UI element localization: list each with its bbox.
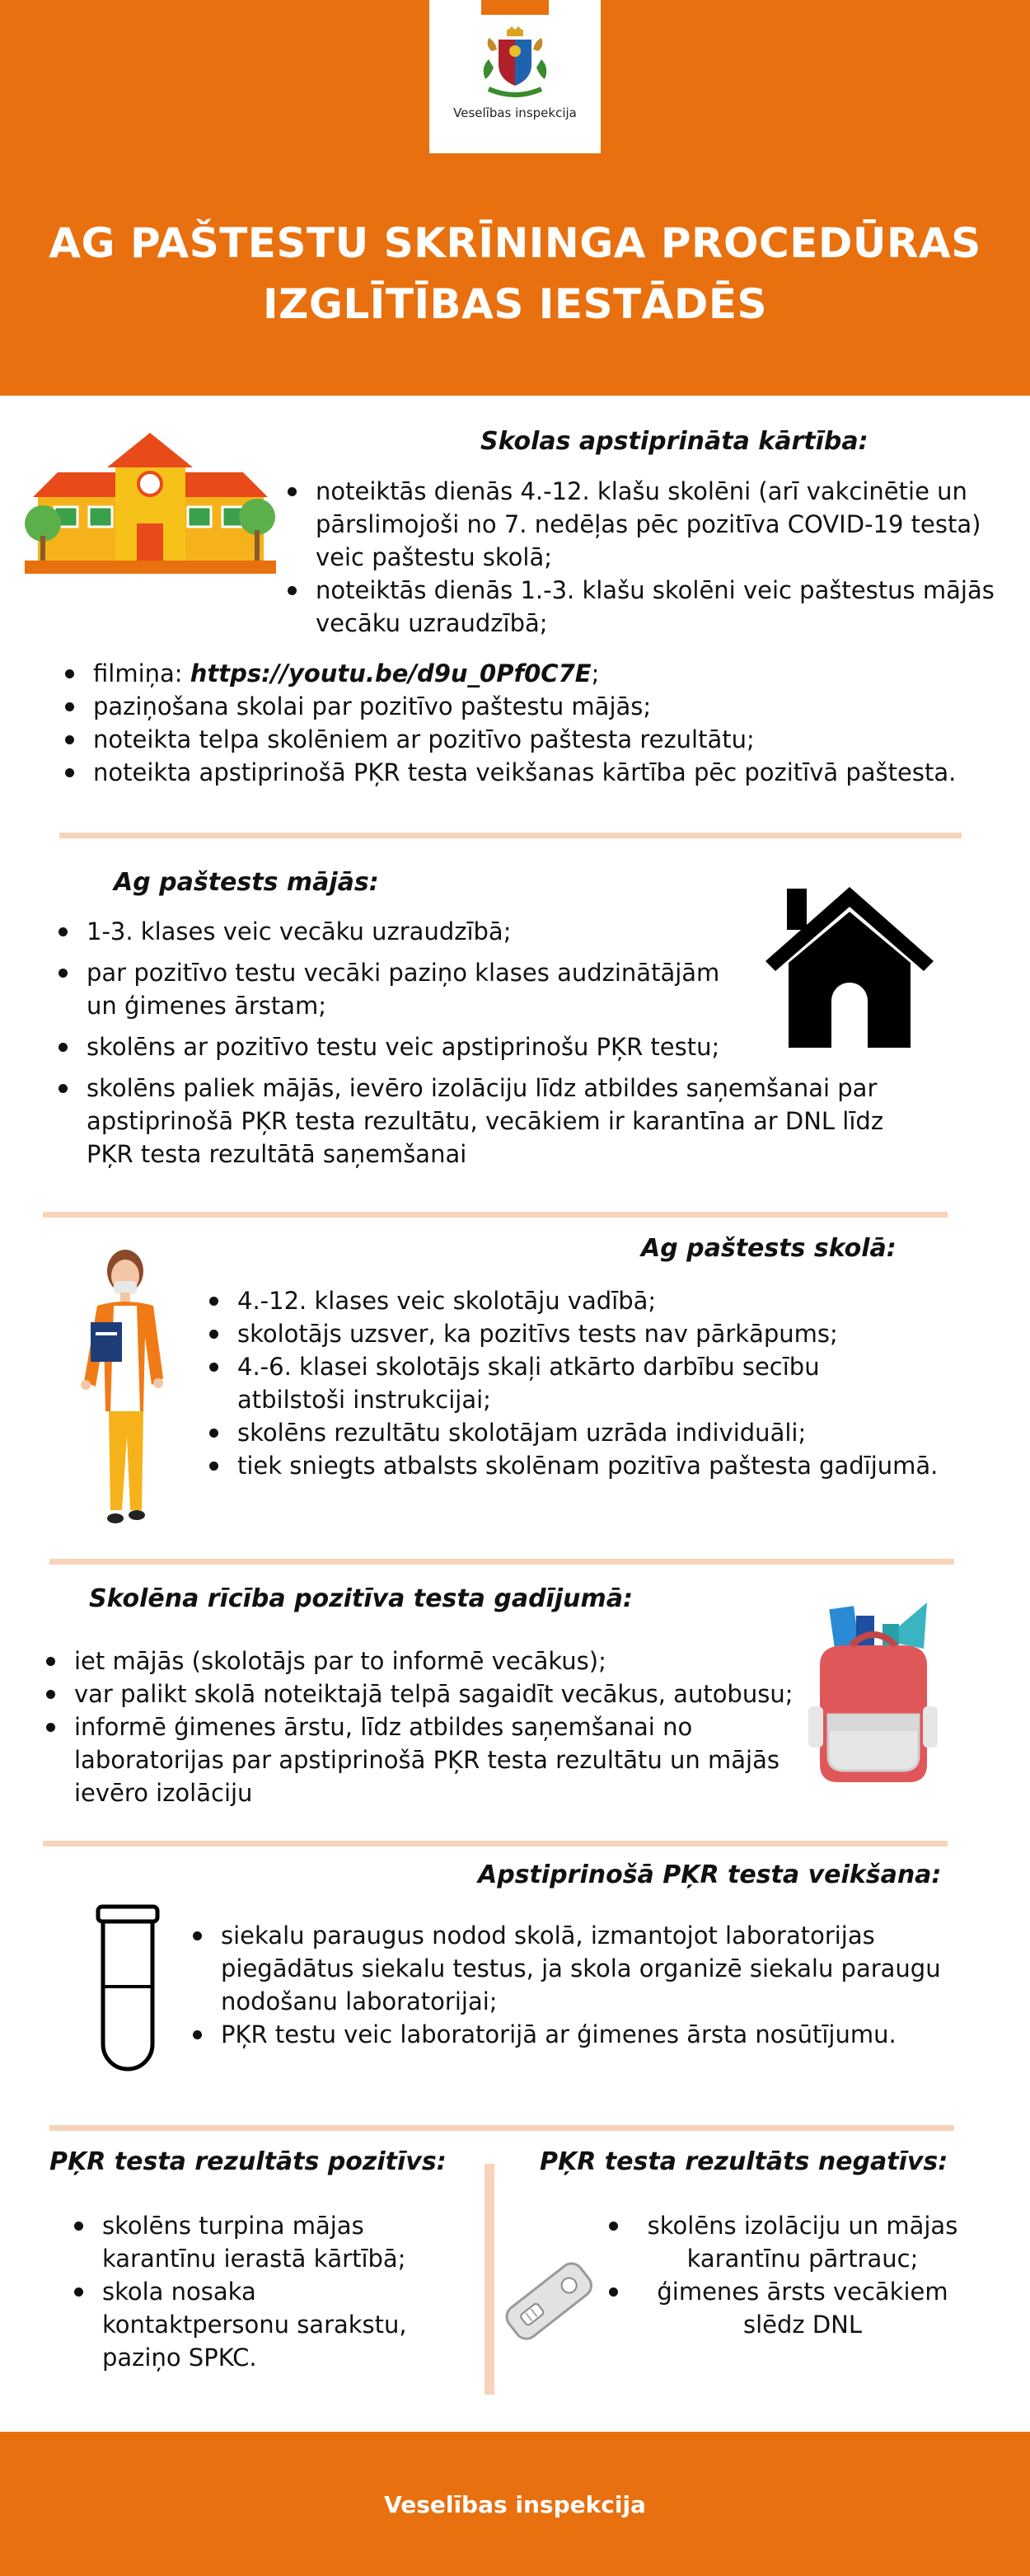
list-item: skolēns turpina mājas karantīnu ierastā kārtībā; — [71, 2209, 450, 2275]
backpack-icon — [803, 1599, 943, 1789]
pcr-list — [190, 1919, 964, 2051]
divider — [49, 2125, 954, 2131]
footer-text: Veselības inspekcija — [384, 2491, 646, 2518]
section-positive-title: PĶR testa rezultāts pozitīvs: — [49, 2147, 447, 2176]
school-building-icon — [25, 425, 276, 577]
section-home-title: Ag paštests mājās: — [114, 868, 379, 897]
list-item: skolēns ar pozitīvo testu veic apstiprinošu PĶR testu; — [55, 1030, 747, 1063]
divider — [43, 1841, 948, 1846]
divider — [59, 833, 962, 838]
list-item: 4.-6. klasei skolotājs skaļi atkārto darbību secību atbilstoši instrukcijai; — [206, 1350, 931, 1416]
student-list — [43, 1645, 801, 1809]
coat-of-arms-icon — [477, 26, 553, 101]
divider — [43, 1212, 948, 1218]
list-item: PĶR testu veic laboratorijā ar ģimenes ārsta nosūtījumu. — [190, 2018, 964, 2051]
list-item: iet mājās (skolotājs par to informē vecākus); — [43, 1645, 801, 1677]
page-title: AG PAŠTESTU SKRĪNINGA PROCEDŪRAS IZGLĪTĪBAS IESTĀDĒS — [49, 219, 981, 328]
list-item: noteiktās dienās 4.-12. klašu skolēni (arī vakcinētie un pārslimojoši no 7. nedēļas pēc pozitīva COVID-19 testa) veic paštestu skolā; — [284, 475, 1001, 574]
list-item: skolotājs uzsver, ka pozitīvs tests nav pārkāpums; — [206, 1317, 964, 1350]
list-item: noteiktās dienās 1.-3. klašu skolēni veic paštestus mājās vecāku uzraudzībā; — [284, 574, 1001, 640]
list-item: 1-3. klases veic vecāku uzraudzībā; — [55, 915, 747, 948]
list-item: par pozitīvo testu vecāki paziņo klases audzinātājām un ģimenes ārstam; — [55, 956, 731, 1022]
list-item: tiek sniegts atbalsts skolēnam pozitīva paštesta gadījumā. — [206, 1449, 964, 1482]
logo-text: Veselības inspekcija — [453, 106, 577, 120]
list-item: ģimenes ārsts vecākiem slēdz DNL — [606, 2275, 968, 2341]
list-item: skolēns rezultātu skolotājam uzrāda individuāli; — [206, 1416, 964, 1449]
section-negative-title: PĶR testa rezultāts negatīvs: — [540, 2147, 948, 2176]
rapid-test-cassette-icon — [494, 2250, 602, 2349]
list-item: skolēns izolāciju un mājas karantīnu pārtrauc; — [606, 2209, 968, 2275]
vertical-divider — [485, 2164, 494, 2395]
school-order-more-list — [62, 657, 1001, 789]
list-item: var palikt skolā noteiktajā telpā sagaidīt vecākus, autobusu; — [43, 1677, 801, 1710]
section-student-title: Skolēna rīcība pozitīva testa gadījumā: — [89, 1584, 633, 1613]
list-item: 4.-12. klases veic skolotāju vadībā; — [206, 1284, 964, 1317]
logo-tab — [481, 0, 549, 15]
film-suffix: ; — [591, 659, 600, 687]
negative-list — [606, 2209, 968, 2341]
section-pcr-title: Apstiprinošā PĶR testa veikšana: — [478, 1860, 942, 1889]
test-tube-icon — [95, 1904, 161, 2077]
school-list — [206, 1284, 964, 1482]
header-banner — [0, 0, 1030, 396]
house-icon — [762, 880, 937, 1049]
film-link[interactable]: https://youtu.be/d9u_0Pf0C7E — [190, 659, 592, 687]
list-item: skola nosaka kontaktpersonu sarakstu, paziņo SPKC. — [71, 2275, 450, 2374]
film-label: filmiņa: — [93, 659, 190, 687]
teacher-icon — [73, 1246, 184, 1543]
positive-list — [71, 2209, 450, 2374]
school-order-list — [284, 475, 1001, 640]
list-item: informē ģimenes ārstu, līdz atbildes saņemšanai no laboratorijas par apstiprinošā PĶR testa rezultātu un mājās ievēro izolāciju — [43, 1710, 801, 1809]
film-item — [62, 657, 1001, 690]
list-item: noteikta telpa skolēniem ar pozitīvo paštesta rezultātu; — [62, 723, 1001, 756]
list-item: skolēns paliek mājās, ievēro izolāciju līdz atbildes saņemšanai par apstiprinošā PĶR testa rezultātu, vecākiem ir karantīna ar DNL līdz PĶR testa rezultātā saņemšanai — [55, 1072, 912, 1171]
section-school-order-title: Skolas apstiprināta kārtība: — [480, 427, 868, 456]
section-school-title: Ag paštests skolā: — [641, 1234, 897, 1263]
list-item: siekalu paraugus nodod skolā, izmantojot laboratorijas piegādātus siekalu testus, ja skola organizē siekalu paraugu nodošanu laboratorijai; — [190, 1919, 948, 2018]
list-item: paziņošana skolai par pozitīvo paštestu mājās; — [62, 690, 1001, 723]
divider — [49, 1559, 954, 1565]
home-list — [55, 915, 884, 1179]
footer-banner — [0, 2432, 1030, 2576]
list-item: noteikta apstiprinošā PĶR testa veikšanas kārtība pēc pozitīvā paštesta. — [62, 756, 1001, 789]
